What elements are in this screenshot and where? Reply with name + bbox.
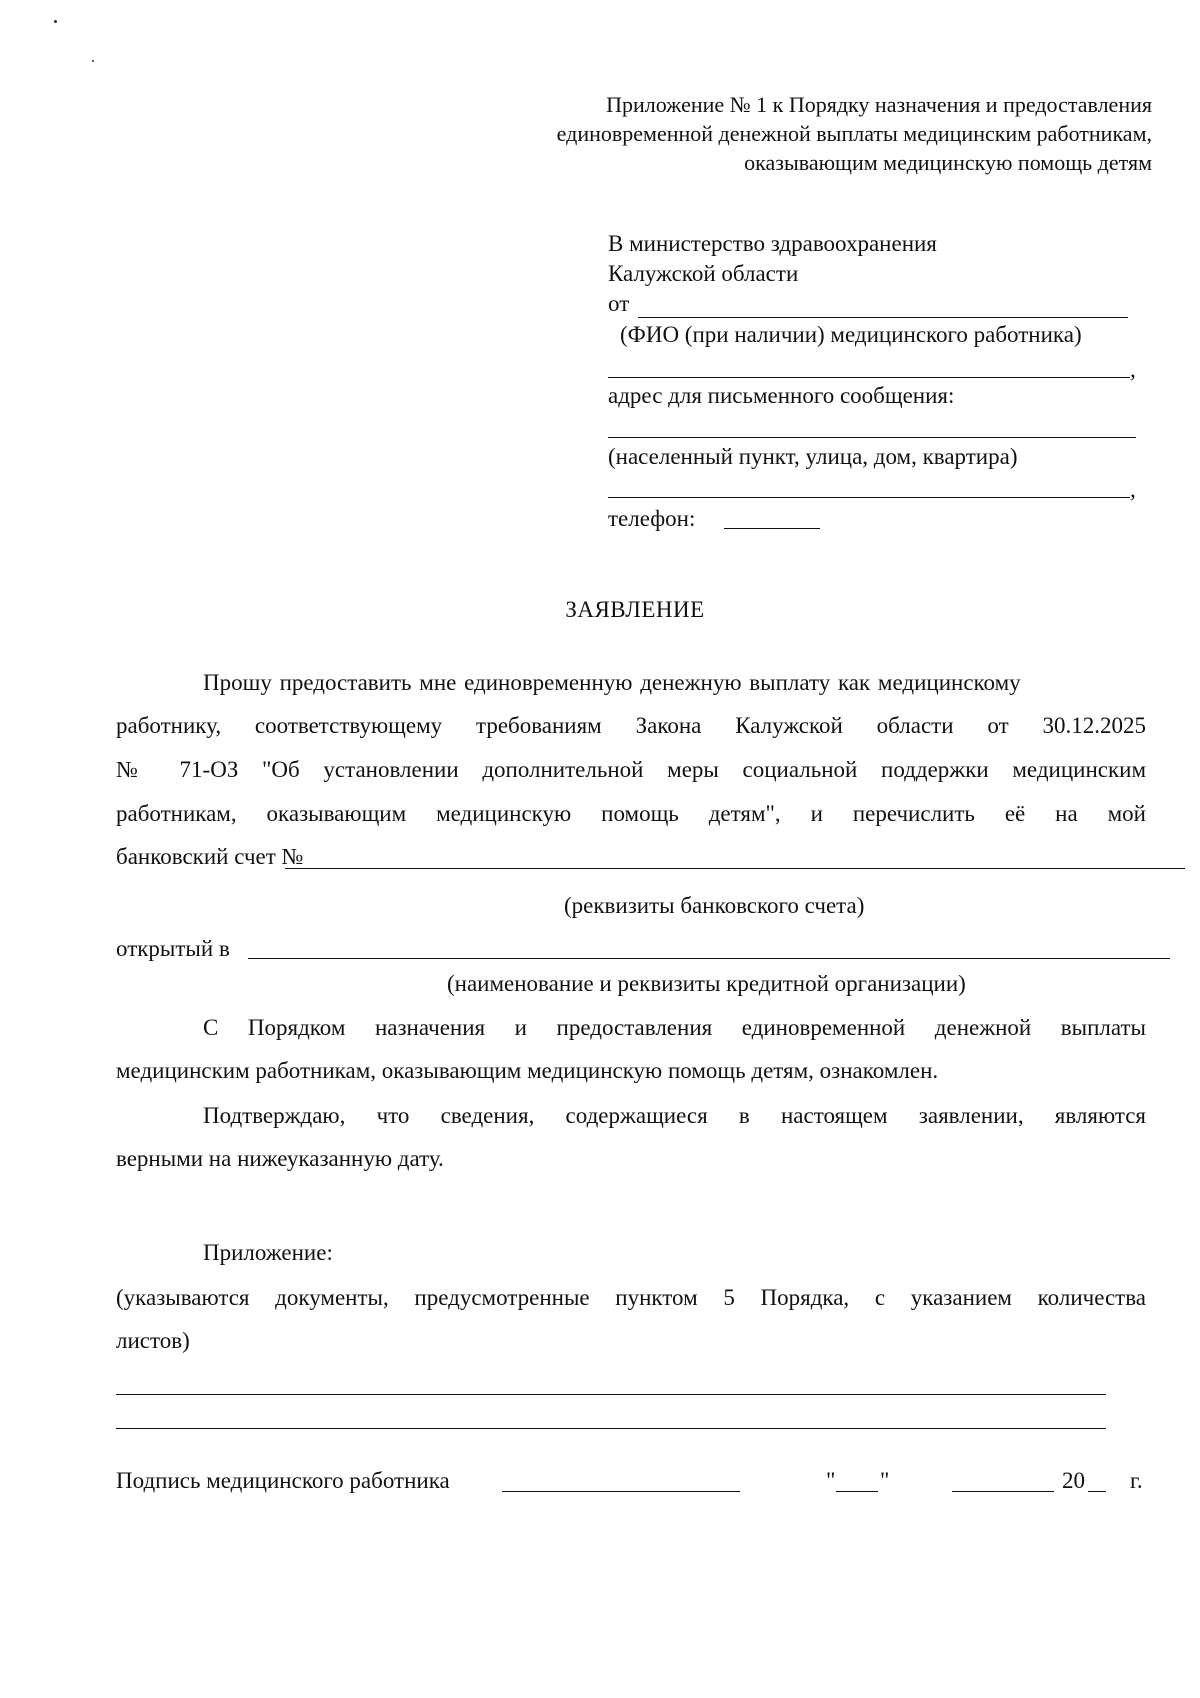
attachment-label: Приложение: [203, 1240, 333, 1265]
addressee-line-2: Калужской области [608, 261, 799, 286]
from-label: от [608, 291, 630, 316]
signature-field-line[interactable] [502, 1491, 740, 1492]
fio-hint: (ФИО (при наличии) медицинского работника) [620, 322, 1082, 347]
address-hint: (населенный пункт, улица, дом, квартира) [608, 444, 1018, 469]
signature-label: Подпись медицинского работника [116, 1468, 450, 1493]
body-p1-line-3: № 71-ОЗ "Об установлении дополнительной меры социальной поддержки медицинским [116, 757, 1146, 782]
body-p2-line-2: медицинским работникам, оказывающим медицинскую помощь детям, ознакомлен. [116, 1058, 939, 1083]
body-p2-line-1: С Порядком назначения и предоставления единовременной денежной выплаты [203, 1015, 1146, 1040]
body-p1-line-1: Прошу предоставить мне единовременную денежную выплату как медицинскому [203, 670, 1021, 695]
scan-speck [92, 60, 94, 62]
addressee-line-1: В министерство здравоохранения [608, 231, 937, 256]
fio-field-line[interactable] [638, 317, 1128, 318]
account-hint: (реквизиты банковского счета) [564, 893, 865, 918]
month-field-line[interactable] [952, 1491, 1054, 1492]
appendix-header-line-1: Приложение № 1 к Порядку назначения и предоставления [606, 92, 1152, 117]
opened-label: открытый в [116, 936, 230, 961]
scan-speck [54, 20, 57, 23]
attachment-field-line-2[interactable] [116, 1428, 1106, 1429]
body-p3-line-2: верными на нижеуказанную дату. [116, 1146, 444, 1171]
address-comma: , [1130, 477, 1136, 502]
date-quote-open: " [826, 1468, 836, 1493]
attachment-hint-line-1: (указываются документы, предусмотренные пунктом 5 Порядка, с указанием количества [116, 1285, 1146, 1310]
address-label: адрес для письменного сообщения: [608, 383, 955, 408]
phone-label: телефон: [608, 506, 696, 531]
phone-field-line[interactable] [724, 528, 820, 529]
attachment-hint-line-2: листов) [116, 1328, 190, 1353]
body-p1-line-4: работникам, оказывающим медицинскую помощь детям", и перечислить её на мой [116, 801, 1146, 826]
date-quote-close: " [880, 1468, 890, 1493]
body-p3-line-1: Подтверждаю, что сведения, содержащиеся в настоящем заявлении, являются [203, 1103, 1146, 1128]
fio-field-line-2[interactable] [608, 377, 1130, 378]
opened-hint: (наименование и реквизиты кредитной организации) [447, 971, 966, 996]
document-title: ЗАЯВЛЕНИЕ [565, 597, 705, 622]
year-prefix: 20 [1062, 1468, 1085, 1493]
year-field-line[interactable] [1088, 1491, 1106, 1492]
account-field-line[interactable] [285, 868, 1185, 869]
fio-comma: , [1130, 357, 1136, 382]
appendix-header-line-3: оказывающим медицинскую помощь детям [744, 150, 1152, 175]
year-suffix: г. [1130, 1468, 1143, 1493]
attachment-field-line-1[interactable] [116, 1394, 1106, 1395]
bank-field-line[interactable] [248, 958, 1170, 959]
day-field-line[interactable] [836, 1491, 878, 1492]
address-field-line-2[interactable] [608, 497, 1130, 498]
account-label: банковский счет № [116, 844, 304, 869]
address-field-line[interactable] [608, 437, 1136, 438]
body-p1-line-2: работнику, соответствующему требованиям Закона Калужской области от 30.12.2025 [116, 713, 1146, 738]
appendix-header-line-2: единовременной денежной выплаты медицинским работникам, [556, 121, 1152, 146]
